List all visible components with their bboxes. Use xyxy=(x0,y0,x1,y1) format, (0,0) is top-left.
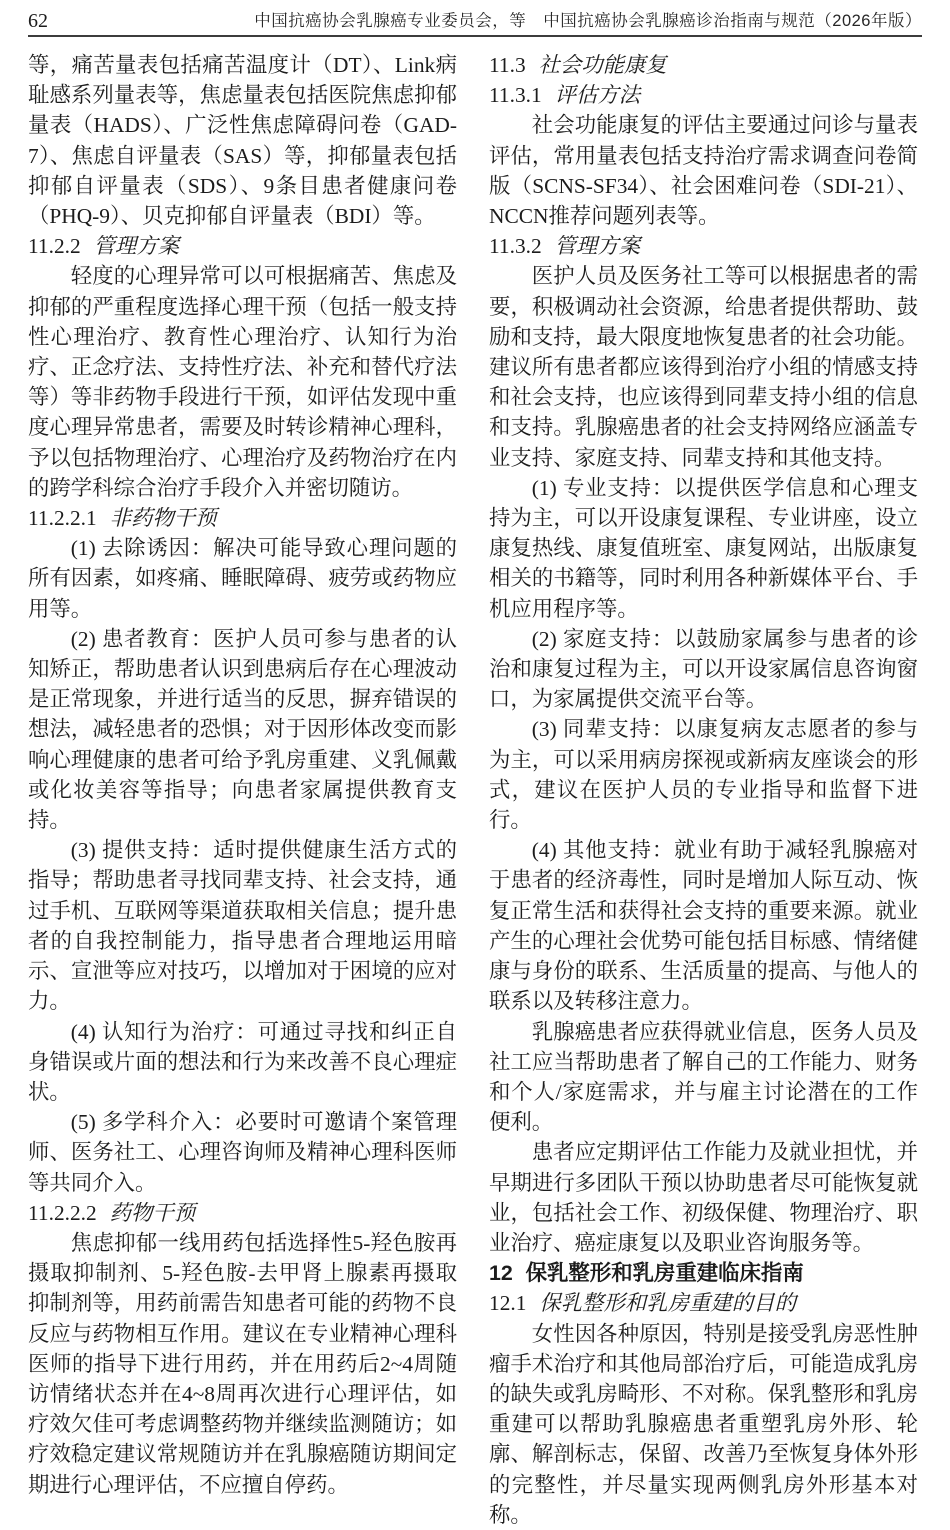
running-header-title: 中国抗癌协会乳腺癌专业委员会，等 中国抗癌协会乳腺癌诊治指南与规范（2026年版） xyxy=(254,12,922,30)
body-paragraph: (4) 认知行为治疗：可通过寻找和纠正自身错误或片面的想法和行为来改善不良心理症状。 xyxy=(28,1019,457,1104)
page-number: 62 xyxy=(28,10,48,32)
section-heading-11-3-2 xyxy=(489,231,918,261)
body-paragraph: (1) 去除诱因：解决可能导致心理问题的所有因素，如疼痛、睡眠障碍、疲劳或药物应用等。 xyxy=(28,536,457,621)
body-paragraph: 乳腺癌患者应获得就业信息，医务人员及社工应当帮助患者了解自己的工作能力、财务和个人/家庭需求，并与雇主讨论潜在的工作便利。 xyxy=(489,1019,918,1135)
body-paragraph: 焦虑抑郁一线用药包括选择性5-羟色胺再摄取抑制剂、5-羟色胺-去甲肾上腺素再摄取抑制剂等，用药前需告知患者可能的药物不良反应与药物相互作用。建议在专业精神心理科医师的指导下进行用药，并在用药后2~4周随访情绪状态并在4~8周再次进行心理评估，如疗效欠佳可考虑调整药物并继续监测随访；如疗效稳定建议常规随访并在乳腺癌随访期间定期进行心理评估，不应擅自停药。 xyxy=(28,1230,457,1497)
section-heading-11-3-1 xyxy=(489,80,918,110)
body-paragraph: (3) 同辈支持：以康复病友志愿者的参与为主，可以采用病房探视或新病友座谈会的形式，建议在医护人员的专业指导和监督下进行。 xyxy=(489,717,918,833)
section-heading-12-1 xyxy=(489,1288,918,1318)
body-paragraph: (5) 多学科介入：必要时可邀请个案管理师、医务社工、心理咨询师及精神心理科医师等共同介入。 xyxy=(28,1110,457,1195)
section-number: 12.1 xyxy=(489,1291,527,1316)
body-paragraph: (3) 提供支持：适时提供健康生活方式的指导；帮助患者寻找同辈支持、社会支持，通过手机、互联网等渠道获取相关信息；提升患者的自我控制能力，指导患者合理地运用暗示、宣泄等应对技巧，以增加对于困境的应对力。 xyxy=(28,838,457,1014)
body-paragraph: 女性因各种原因，特别是接受乳房恶性肿瘤手术治疗和其他局部治疗后，可能造成乳房的缺失或乳房畸形、不对称。保乳整形和乳房重建可以帮助乳腺癌患者重塑乳房外形、轮廓、解剖标志，保留、改善乃至恢复身体外形的完整性，并尽量实现两侧乳房外形基本对称。 xyxy=(489,1321,918,1527)
right-column xyxy=(489,50,918,1530)
section-number: 11.2.2.2 xyxy=(28,1200,97,1225)
section-title: 评估方法 xyxy=(554,83,641,108)
body-paragraph: 轻度的心理异常可以可根据痛苦、焦虑及抑郁的严重程度选择心理干预（包括一般支持性心理治疗、教育性心理治疗、认知行为治疗、正念疗法、支持性疗法、补充和替代疗法等）等非药物手段进行干预，如评估发现中重度心理异常患者，需要及时转诊精神心理科，予以包括物理治疗、心理治疗及药物治疗在内的跨学科综合治疗手段介入并密切随访。 xyxy=(28,264,457,500)
section-heading-11-2-2-2 xyxy=(28,1198,457,1228)
two-column-body xyxy=(28,50,922,1530)
section-number: 12 xyxy=(489,1261,513,1286)
section-heading-11-2-2-1 xyxy=(28,503,457,533)
section-number: 11.3.1 xyxy=(489,83,542,108)
body-paragraph: (2) 患者教育：医护人员可参与患者的认知矫正，帮助患者认识到患病后存在心理波动是正常现象，并进行适当的反思，摒弃错误的想法，减轻患者的恐惧；对于因形体改变而影响心理健康的患者可给予乳房重建、义乳佩戴或化妆美容等指导；向患者家属提供教育支持。 xyxy=(28,626,457,833)
section-heading-11-3 xyxy=(489,50,918,80)
section-number: 11.2.2.1 xyxy=(28,506,97,531)
section-title: 保乳整形和乳房重建临床指南 xyxy=(525,1261,804,1286)
section-title: 管理方案 xyxy=(93,234,180,259)
body-paragraph: 医护人员及医务社工等可以根据患者的需要，积极调动社会资源，给患者提供帮助、鼓励和支持，最大限度地恢复患者的社会功能。建议所有患者都应该得到治疗小组的情感支持和社会支持，也应该得到同辈支持小组的信息和支持。乳腺癌患者的社会支持网络应涵盖专业支持、家庭支持、同辈支持和其他支持。 xyxy=(489,264,918,470)
body-paragraph: 患者应定期评估工作能力及就业担忧，并早期进行多团队干预以协助患者尽可能恢复就业，包括社会工作、初级保健、物理治疗、职业治疗、癌症康复以及职业咨询服务等。 xyxy=(489,1140,918,1255)
section-number: 11.3 xyxy=(489,53,526,77)
section-number: 11.2.2 xyxy=(28,234,81,259)
chapter-heading-12 xyxy=(489,1258,918,1288)
left-column xyxy=(28,50,457,1530)
body-paragraph: (2) 家庭支持：以鼓励家属参与患者的诊治和康复过程为主，可以开设家属信息咨询窗口，为家属提供交流平台等。 xyxy=(489,626,918,712)
section-heading-11-2-2 xyxy=(28,231,457,261)
section-title: 药物干预 xyxy=(109,1200,196,1225)
body-paragraph: (1) 专业支持：以提供医学信息和心理支持为主，可以开设康复课程、专业讲座，设立康复热线、康复值班室、康复网站，出版康复相关的书籍等，同时利用各种新媒体平台、手机应用程序等。 xyxy=(489,475,918,621)
section-title: 非药物干预 xyxy=(109,506,217,531)
running-header xyxy=(28,10,922,37)
section-title: 保乳整形和乳房重建的目的 xyxy=(539,1291,796,1316)
body-paragraph: (4) 其他支持：就业有助于减轻乳腺癌对于患者的经济毒性，同时是增加人际互动、恢复正常生活和获得社会支持的重要来源。就业产生的心理社会优势可能包括目标感、情绪健康与身份的联系、生活质量的提高、与他人的联系以及转移注意力。 xyxy=(489,838,918,1014)
section-number: 11.3.2 xyxy=(489,234,542,259)
section-title: 社会功能康复 xyxy=(538,53,667,77)
body-paragraph: 等，痛苦量表包括痛苦温度计（DT）、Link病耻感系列量表等，焦虑量表包括医院焦虑抑郁量表（HADS）、广泛性焦虑障碍问卷（GAD-7）、焦虑自评量表（SAS）等，抑郁量表包括抑郁自评量表（SDS）、9条目患者健康问卷（PHQ-9）、贝克抑郁自评量表（BDI）等。 xyxy=(28,53,457,229)
section-title: 管理方案 xyxy=(554,234,641,259)
body-paragraph: 社会功能康复的评估主要通过问诊与量表评估，常用量表包括支持治疗需求调查问卷简版（SCNS-SF34）、社会困难问卷（SDI-21）、NCCN推荐问题列表等。 xyxy=(489,113,918,229)
